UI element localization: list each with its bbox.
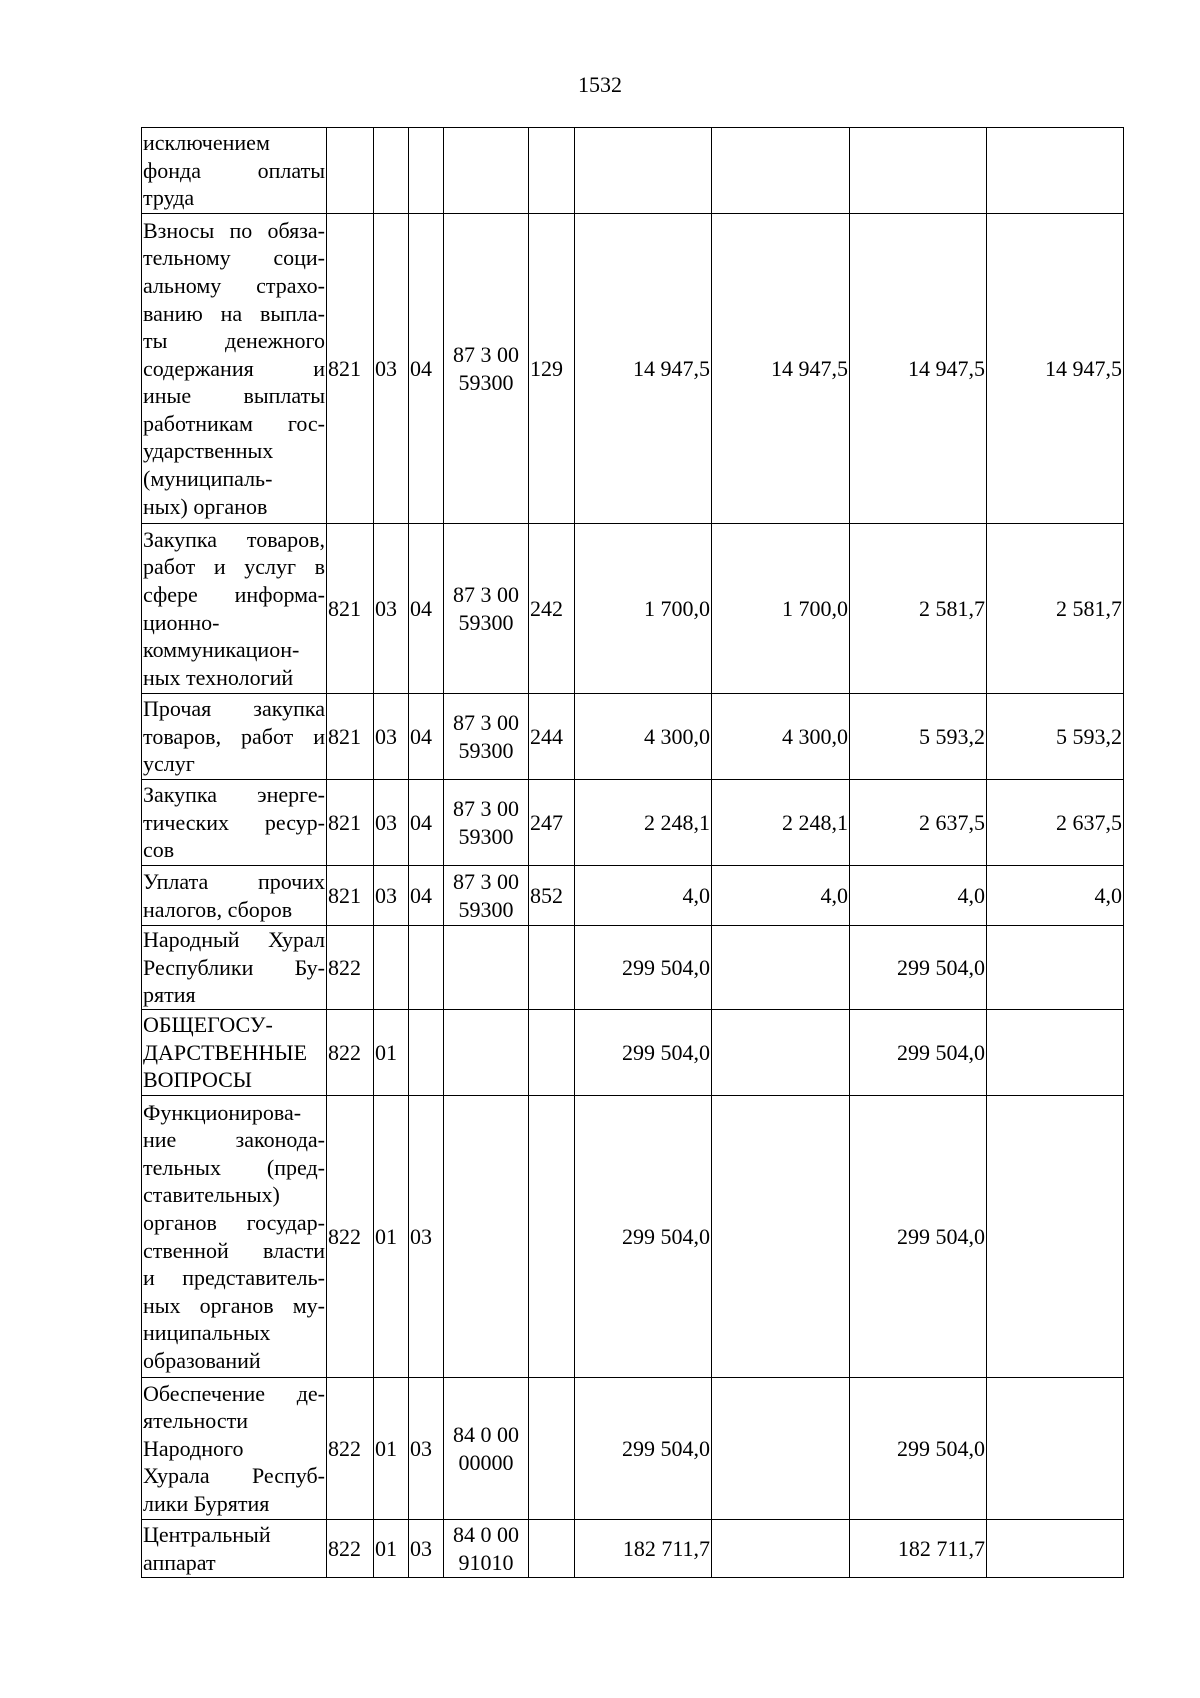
budget-table [141,127,1124,1578]
amount-1: 299 504,0 [575,1010,712,1096]
amount-4 [987,926,1124,1010]
amount-1: 4 300,0 [575,694,712,780]
table-row [142,780,1124,866]
subsection-code: 03 [409,1096,444,1378]
amount-1: 299 504,0 [575,926,712,1010]
target-item-code: 84 0 00 91010 [444,1520,529,1578]
amount-2 [712,1378,850,1520]
section-code [374,926,409,1010]
amount-4: 5 593,2 [987,694,1124,780]
expense-type-code [529,1096,575,1378]
table-row [142,926,1124,1010]
row-name: исключением фонда оплаты труда [142,128,327,214]
table-row [142,128,1124,214]
ministry-code: 822 [327,1096,374,1378]
ministry-code: 822 [327,926,374,1010]
row-name: Обеспечение де- ятельности Народного Хурала Респуб- лики Бурятия [142,1378,327,1520]
amount-3: 14 947,5 [850,214,987,524]
amount-1: 1 700,0 [575,524,712,694]
target-item-code: 84 0 00 00000 [444,1378,529,1520]
amount-3: 299 504,0 [850,1010,987,1096]
target-item-code: 87 3 00 59300 [444,694,529,780]
target-item-code: 87 3 00 59300 [444,214,529,524]
amount-2: 2 248,1 [712,780,850,866]
row-name: Закупка товаров, работ и услуг в сфере информа- ционно- коммуникацион- ных технологий [142,524,327,694]
target-item-code [444,128,529,214]
amount-4 [987,1096,1124,1378]
amount-2 [712,1096,850,1378]
table-row [142,694,1124,780]
table-row [142,524,1124,694]
ministry-code [327,128,374,214]
section-code: 03 [374,524,409,694]
row-name: Народный Хурал Республики Бу- рятия [142,926,327,1010]
amount-1: 4,0 [575,866,712,926]
subsection-code: 04 [409,694,444,780]
ministry-code: 821 [327,694,374,780]
amount-4: 2 637,5 [987,780,1124,866]
page-number: 1532 [578,72,622,97]
expense-type-code [529,1378,575,1520]
section-code: 01 [374,1096,409,1378]
amount-3: 299 504,0 [850,1096,987,1378]
expense-type-code [529,1520,575,1578]
subsection-code: 03 [409,1520,444,1578]
subsection-code: 03 [409,1378,444,1520]
section-code: 01 [374,1010,409,1096]
amount-1: 299 504,0 [575,1096,712,1378]
amount-2: 1 700,0 [712,524,850,694]
subsection-code [409,1010,444,1096]
amount-4 [987,1010,1124,1096]
target-item-code [444,1096,529,1378]
amount-2: 4,0 [712,866,850,926]
amount-4 [987,128,1124,214]
amount-2 [712,1010,850,1096]
row-name: ОБЩЕГОСУ- ДАРСТВЕННЫЕ ВОПРОСЫ [142,1010,327,1096]
row-name: Взносы по обяза- тельному соци- альному страхо- ванию на выпла- ты денежного содержания и иные выплаты работникам гос- ударственных (муниципаль- ных) органов [142,214,327,524]
subsection-code: 04 [409,780,444,866]
amount-3: 2 581,7 [850,524,987,694]
ministry-code: 822 [327,1378,374,1520]
amount-4: 14 947,5 [987,214,1124,524]
amount-2: 14 947,5 [712,214,850,524]
target-item-code: 87 3 00 59300 [444,866,529,926]
ministry-code: 821 [327,214,374,524]
ministry-code: 822 [327,1010,374,1096]
subsection-code: 04 [409,866,444,926]
section-code: 01 [374,1520,409,1578]
table-row [142,1378,1124,1520]
expense-type-code: 852 [529,866,575,926]
target-item-code: 87 3 00 59300 [444,524,529,694]
target-item-code [444,926,529,1010]
amount-1: 182 711,7 [575,1520,712,1578]
expense-type-code [529,1010,575,1096]
table-row [142,1096,1124,1378]
ministry-code: 821 [327,866,374,926]
amount-1: 299 504,0 [575,1378,712,1520]
amount-4: 4,0 [987,866,1124,926]
amount-2 [712,926,850,1010]
expense-type-code: 247 [529,780,575,866]
subsection-code [409,926,444,1010]
ministry-code: 821 [327,524,374,694]
expense-type-code: 244 [529,694,575,780]
amount-1 [575,128,712,214]
section-code: 01 [374,1378,409,1520]
amount-4 [987,1378,1124,1520]
amount-3: 5 593,2 [850,694,987,780]
target-item-code: 87 3 00 59300 [444,780,529,866]
ministry-code: 822 [327,1520,374,1578]
row-name: Закупка энерге- тических ресур- сов [142,780,327,866]
expense-type-code: 129 [529,214,575,524]
amount-1: 2 248,1 [575,780,712,866]
table-row [142,214,1124,524]
amount-3 [850,128,987,214]
ministry-code: 821 [327,780,374,866]
expense-type-code [529,926,575,1010]
row-name: Функционирова- ние законода- тельных (пред- ставительных) органов государ- ственной власти и представитель- ных органов му- ниципальных образований [142,1096,327,1378]
amount-3: 4,0 [850,866,987,926]
table-row [142,1010,1124,1096]
amount-3: 182 711,7 [850,1520,987,1578]
target-item-code [444,1010,529,1096]
amount-2 [712,128,850,214]
subsection-code: 04 [409,524,444,694]
amount-4 [987,1520,1124,1578]
table-row [142,1520,1124,1578]
amount-3: 2 637,5 [850,780,987,866]
section-code: 03 [374,694,409,780]
amount-1: 14 947,5 [575,214,712,524]
amount-3: 299 504,0 [850,1378,987,1520]
subsection-code: 04 [409,214,444,524]
amount-2 [712,1520,850,1578]
section-code: 03 [374,214,409,524]
subsection-code [409,128,444,214]
amount-3: 299 504,0 [850,926,987,1010]
row-name: Уплата прочих налогов, сборов [142,866,327,926]
section-code [374,128,409,214]
section-code: 03 [374,780,409,866]
section-code: 03 [374,866,409,926]
amount-2: 4 300,0 [712,694,850,780]
table-row [142,866,1124,926]
row-name: Прочая закупка товаров, работ и услуг [142,694,327,780]
expense-type-code [529,128,575,214]
expense-type-code: 242 [529,524,575,694]
row-name: Центральный аппарат [142,1520,327,1578]
amount-4: 2 581,7 [987,524,1124,694]
